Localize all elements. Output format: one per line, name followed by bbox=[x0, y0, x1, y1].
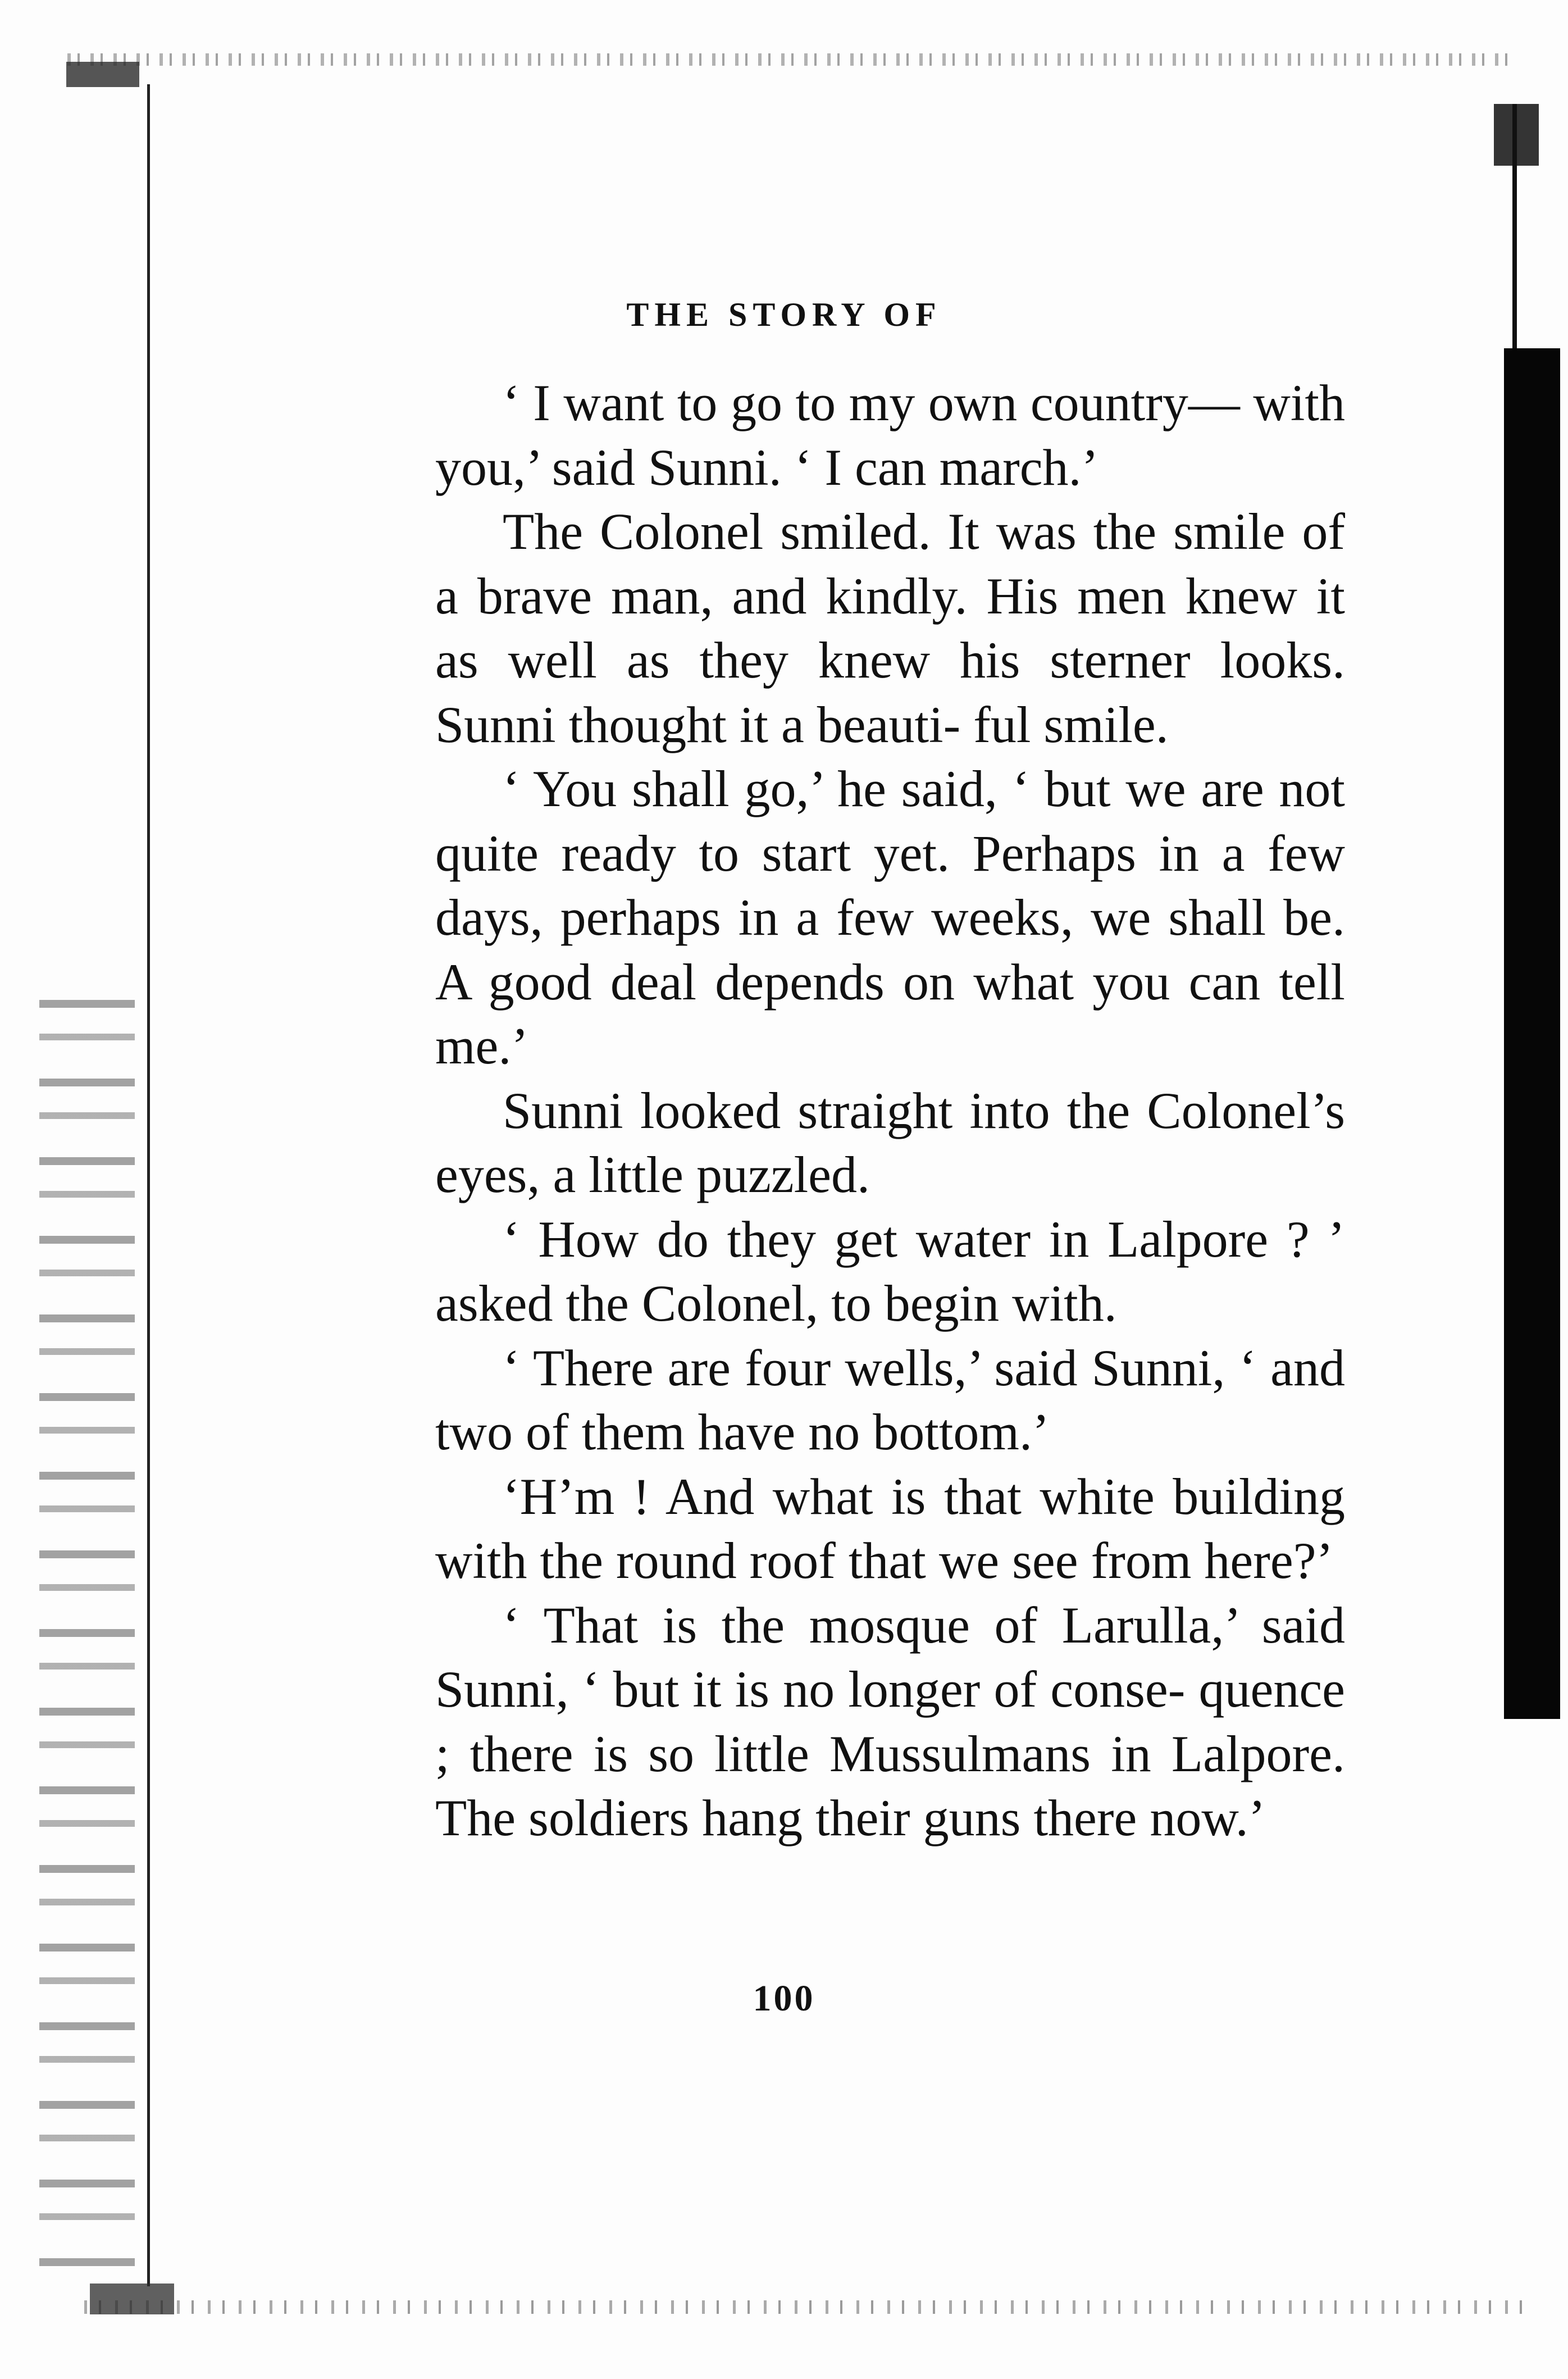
scan-bottom-edge bbox=[84, 2300, 1522, 2314]
paragraph: ‘ How do they get water in Lalpore ? ’ asked the Colonel, to begin with. bbox=[435, 1210, 1345, 1332]
body-text bbox=[435, 371, 1345, 1850]
running-head: THE STORY OF bbox=[626, 296, 942, 333]
scan-left-edge-noise bbox=[39, 1000, 135, 2292]
paragraph: Sunni looked straight into the Colonel’s eyes, a little puzzled. bbox=[435, 1081, 1345, 1203]
paragraph: ‘ There are four wells,’ said Sunni, ‘ and two of them have no bottom.’ bbox=[435, 1339, 1345, 1461]
scan-top-edge bbox=[67, 53, 1516, 66]
page-number: 100 bbox=[753, 1978, 815, 2019]
paragraph: The Colonel smiled. It was the smile of a brave man, and kindly. His men knew it as well as they knew his sterner looks. Sunni thought it a beauti- ful smile. bbox=[435, 503, 1345, 753]
scan-right-edge-shadow bbox=[1504, 348, 1560, 1719]
paragraph: ‘H’m ! And what is that white building with the round roof that we see from here?’ bbox=[435, 1467, 1345, 1589]
scan-left-margin-line bbox=[147, 84, 150, 2286]
paragraph: ‘ I want to go to my own country— with you,’ said Sunni. ‘ I can march.’ bbox=[435, 374, 1345, 496]
paragraph: ‘ You shall go,’ he said, ‘ but we are not quite ready to start yet. Perhaps in a few days, perhaps in a few weeks, we shall be. A good deal depends on what you can tell me.’ bbox=[435, 760, 1345, 1075]
paragraph: ‘ That is the mosque of Larulla,’ said Sunni, ‘ but it is no longer of conse- quence ; there is so little Mussulmans in Lalpore. The soldiers hang their guns there now.’ bbox=[435, 1596, 1345, 1846]
scan-top-left-corner bbox=[66, 62, 139, 87]
scan-bottom-left-corner bbox=[90, 2284, 174, 2314]
